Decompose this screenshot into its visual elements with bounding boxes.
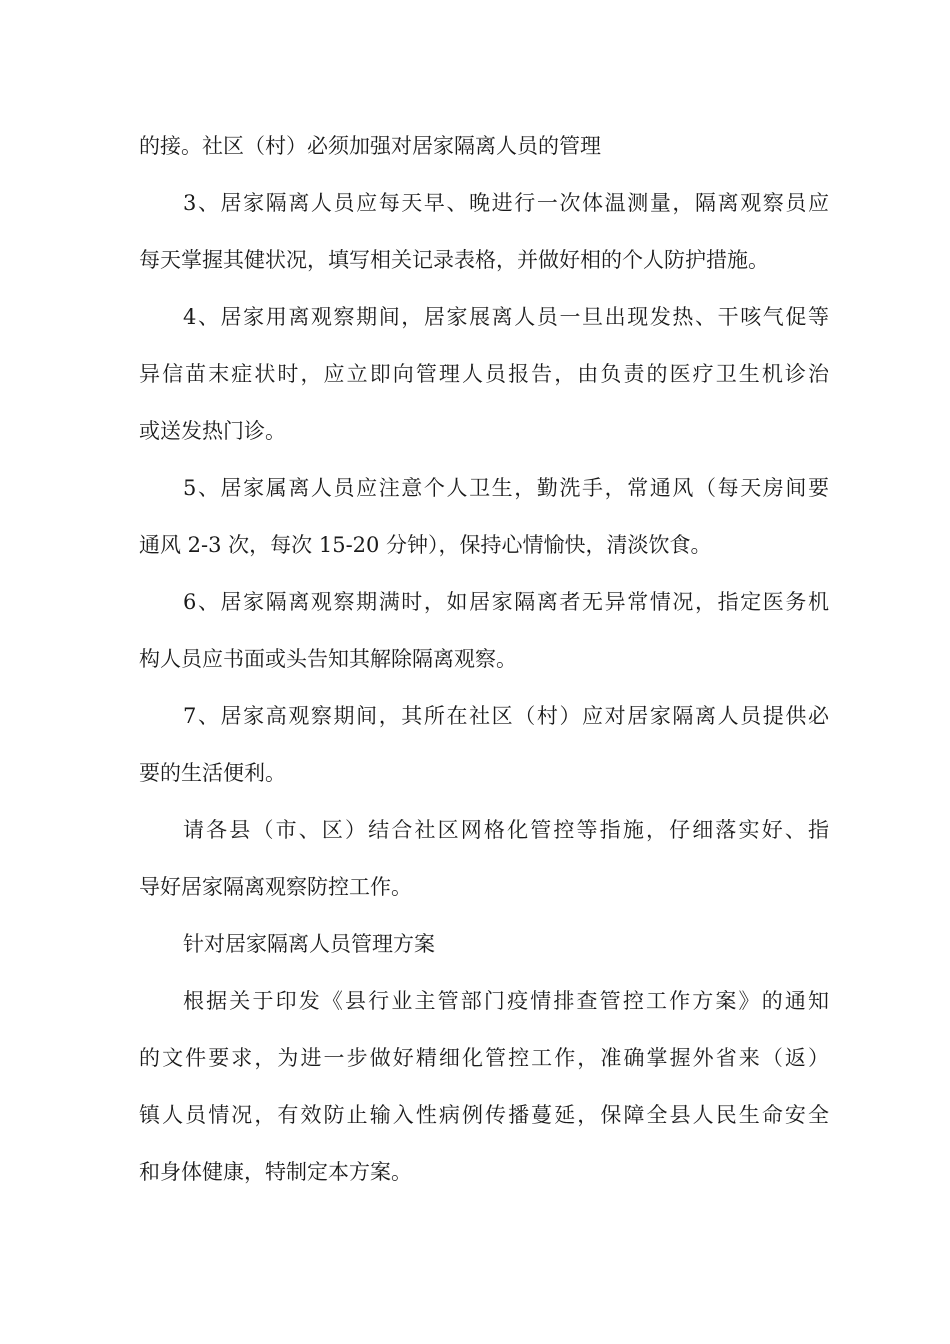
- text-line: 或送发热门诊。: [139, 419, 286, 443]
- text-line: 根据关于印发《县行业主管部门疫情排查管控工作方案》的通知: [183, 989, 829, 1013]
- text-line: 每天掌握其健状况，填写相关记录表格，并做好相的个人防护措施。: [139, 248, 769, 272]
- section-heading: 针对居家隔离人员管理方案: [183, 932, 435, 956]
- document-body: [139, 124, 829, 1207]
- text-line: 异信苗末症状时，应立即向管理人员报告，由负责的医疗卫生机诊治: [139, 362, 829, 386]
- text-line: 要的生活便利。: [139, 761, 286, 785]
- text-line: 7、居家高观察期间，其所在社区（村）应对居家隔离人员提供必: [183, 704, 829, 728]
- text-line: 5、居家属离人员应注意个人卫生，勤洗手，常通风（每天房间要: [183, 476, 829, 500]
- text-line: 的接。社区（村）必须加强对居家隔离人员的管理: [139, 134, 601, 158]
- text-line: 通风 2-3 次，每次 15-20 分钟），保持心情愉快，清淡饮食。: [139, 533, 712, 557]
- text-line: 3、居家隔离人员应每天早、晚进行一次体温测量，隔离观察员应: [183, 191, 829, 215]
- text-line: 镇人员情况，有效防止输入性病例传播蔓延，保障全县人民生命安全: [139, 1103, 829, 1127]
- text-line: 和身体健康，特制定本方案。: [139, 1160, 412, 1184]
- text-line: 的文件要求，为进一步做好精细化管控工作，准确掌握外省来（返）: [139, 1046, 829, 1070]
- text-line: 6、居家隔离观察期满时，如居家隔离者无异常情况，指定医务机: [183, 590, 829, 614]
- text-line: 请各县（市、区）结合社区网格化管控等指施，仔细落实好、指: [183, 818, 829, 842]
- text-line: 构人员应书面或头告知其解除隔离观察。: [139, 647, 517, 671]
- text-line: 导好居家隔离观察防控工作。: [139, 875, 412, 899]
- text-line: 4、居家用离观察期间，居家展离人员一旦出现发热、干咳气促等: [183, 305, 829, 329]
